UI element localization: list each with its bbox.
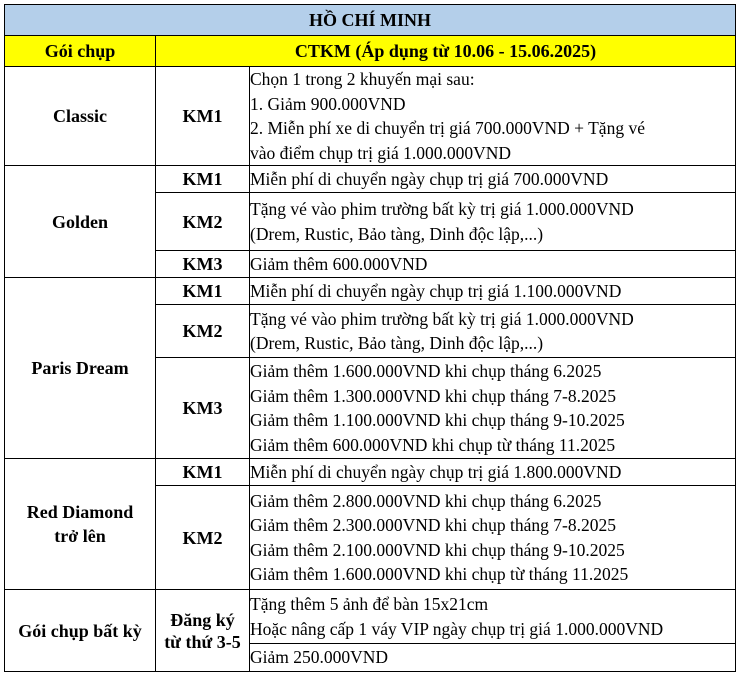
offer-description (250, 305, 736, 358)
offer-description (250, 67, 736, 166)
offer-line: Tặng thêm 5 ảnh để bàn 15x21cm (250, 594, 489, 614)
table-row (5, 459, 736, 486)
offer-line: Giảm thêm 1.600.000VND khi chụp tháng 6.2025 (250, 361, 602, 381)
offer-code: KM2 (156, 305, 250, 358)
package-name-any (5, 590, 156, 672)
package-name-red-diamond (5, 459, 156, 590)
offer-code: KM2 (156, 486, 250, 590)
package-name: trở lên (54, 526, 106, 546)
offer-line: (Drem, Rustic, Bảo tàng, Dinh độc lập,...) (250, 333, 544, 353)
table-title: HỒ CHÍ MINH (5, 5, 736, 36)
offer-line: Miễn phí di chuyển ngày chụp trị giá 1.800.000VND (250, 461, 622, 482)
table-row (5, 278, 736, 305)
offer-line: Hoặc nâng cấp 1 váy VIP ngày chụp trị giá 1.000.000VND (250, 618, 664, 639)
offer-code: KM3 (156, 358, 250, 459)
package-name: Classic (53, 106, 107, 126)
table-row (5, 590, 736, 644)
package-name: Paris Dream (31, 358, 129, 378)
offer-line: Tặng vé vào phim trường bất kỳ trị giá 1.000.000VND (250, 308, 634, 329)
offer-code-line: Đăng ký (170, 609, 235, 630)
offer-description (250, 486, 736, 590)
offer-code: KM1 (156, 459, 250, 486)
offer-description (250, 644, 736, 672)
package-name: Red Diamond (26, 502, 134, 522)
offer-description (250, 459, 736, 486)
table-row (5, 166, 736, 193)
offer-line: Giảm thêm 600.000VND khi chụp từ tháng 11.2025 (250, 434, 616, 455)
offer-line: Giảm thêm 1.300.000VND khi chụp tháng 7-8.2025 (250, 385, 616, 406)
header-package: Gói chụp (5, 36, 156, 67)
package-name: Golden (51, 211, 108, 232)
offer-line: (Drem, Rustic, Bảo tàng, Dinh độc lập,...) (250, 223, 544, 244)
offer-description (250, 166, 736, 193)
offer-description (250, 358, 736, 459)
offer-line: Giảm thêm 1.100.000VND khi chụp tháng 9-10.2025 (250, 410, 625, 430)
offer-code-line: từ thứ 3-5 (164, 631, 241, 652)
offer-line: Chọn 1 trong 2 khuyến mại sau: (250, 69, 475, 89)
package-name-golden (5, 166, 156, 278)
header-promotion: CTKM (Áp dụng từ 10.06 - 15.06.2025) (156, 36, 736, 67)
offer-line: Giảm thêm 2.300.000VND khi chụp tháng 7-8.2025 (250, 515, 616, 535)
offer-description (250, 590, 736, 644)
package-name-paris-dream (5, 278, 156, 459)
offer-line: 2. Miễn phí xe di chuyển trị giá 700.000VND + Tặng vé (250, 118, 645, 138)
offer-line: Giảm thêm 2.800.000VND khi chụp tháng 6.2025 (250, 490, 602, 511)
offer-code: KM1 (156, 278, 250, 305)
header-row (5, 36, 736, 67)
offer-line: Tặng vé vào phim trường bất kỳ trị giá 1.000.000VND (250, 199, 634, 219)
table-row (5, 67, 736, 166)
offer-description (250, 251, 736, 278)
offer-line: Miễn phí di chuyển ngày chụp trị giá 700.000VND (250, 168, 609, 189)
offer-code: KM2 (156, 193, 250, 251)
offer-line: Miễn phí di chuyển ngày chụp trị giá 1.100.000VND (250, 280, 622, 301)
offer-line: Giảm thêm 1.600.000VND khi chụp từ tháng 11.2025 (250, 564, 629, 584)
offer-code: KM1 (156, 67, 250, 166)
package-name-classic (5, 67, 156, 166)
offer-line: Giảm thêm 2.100.000VND khi chụp tháng 9-10.2025 (250, 539, 625, 560)
offer-code: KM1 (156, 166, 250, 193)
offer-line: 1. Giảm 900.000VND (250, 93, 406, 114)
offer-code: KM3 (156, 251, 250, 278)
offer-code (156, 590, 250, 672)
offer-description (250, 278, 736, 305)
offer-line: Giảm thêm 600.000VND (250, 253, 428, 274)
package-name: Gói chụp bất kỳ (18, 620, 142, 641)
offer-line: vào điểm chụp trị giá 1.000.000VND (250, 142, 511, 163)
promotion-table (4, 4, 736, 672)
offer-line: Giảm 250.000VND (250, 647, 389, 668)
offer-description (250, 193, 736, 251)
title-row (5, 5, 736, 36)
